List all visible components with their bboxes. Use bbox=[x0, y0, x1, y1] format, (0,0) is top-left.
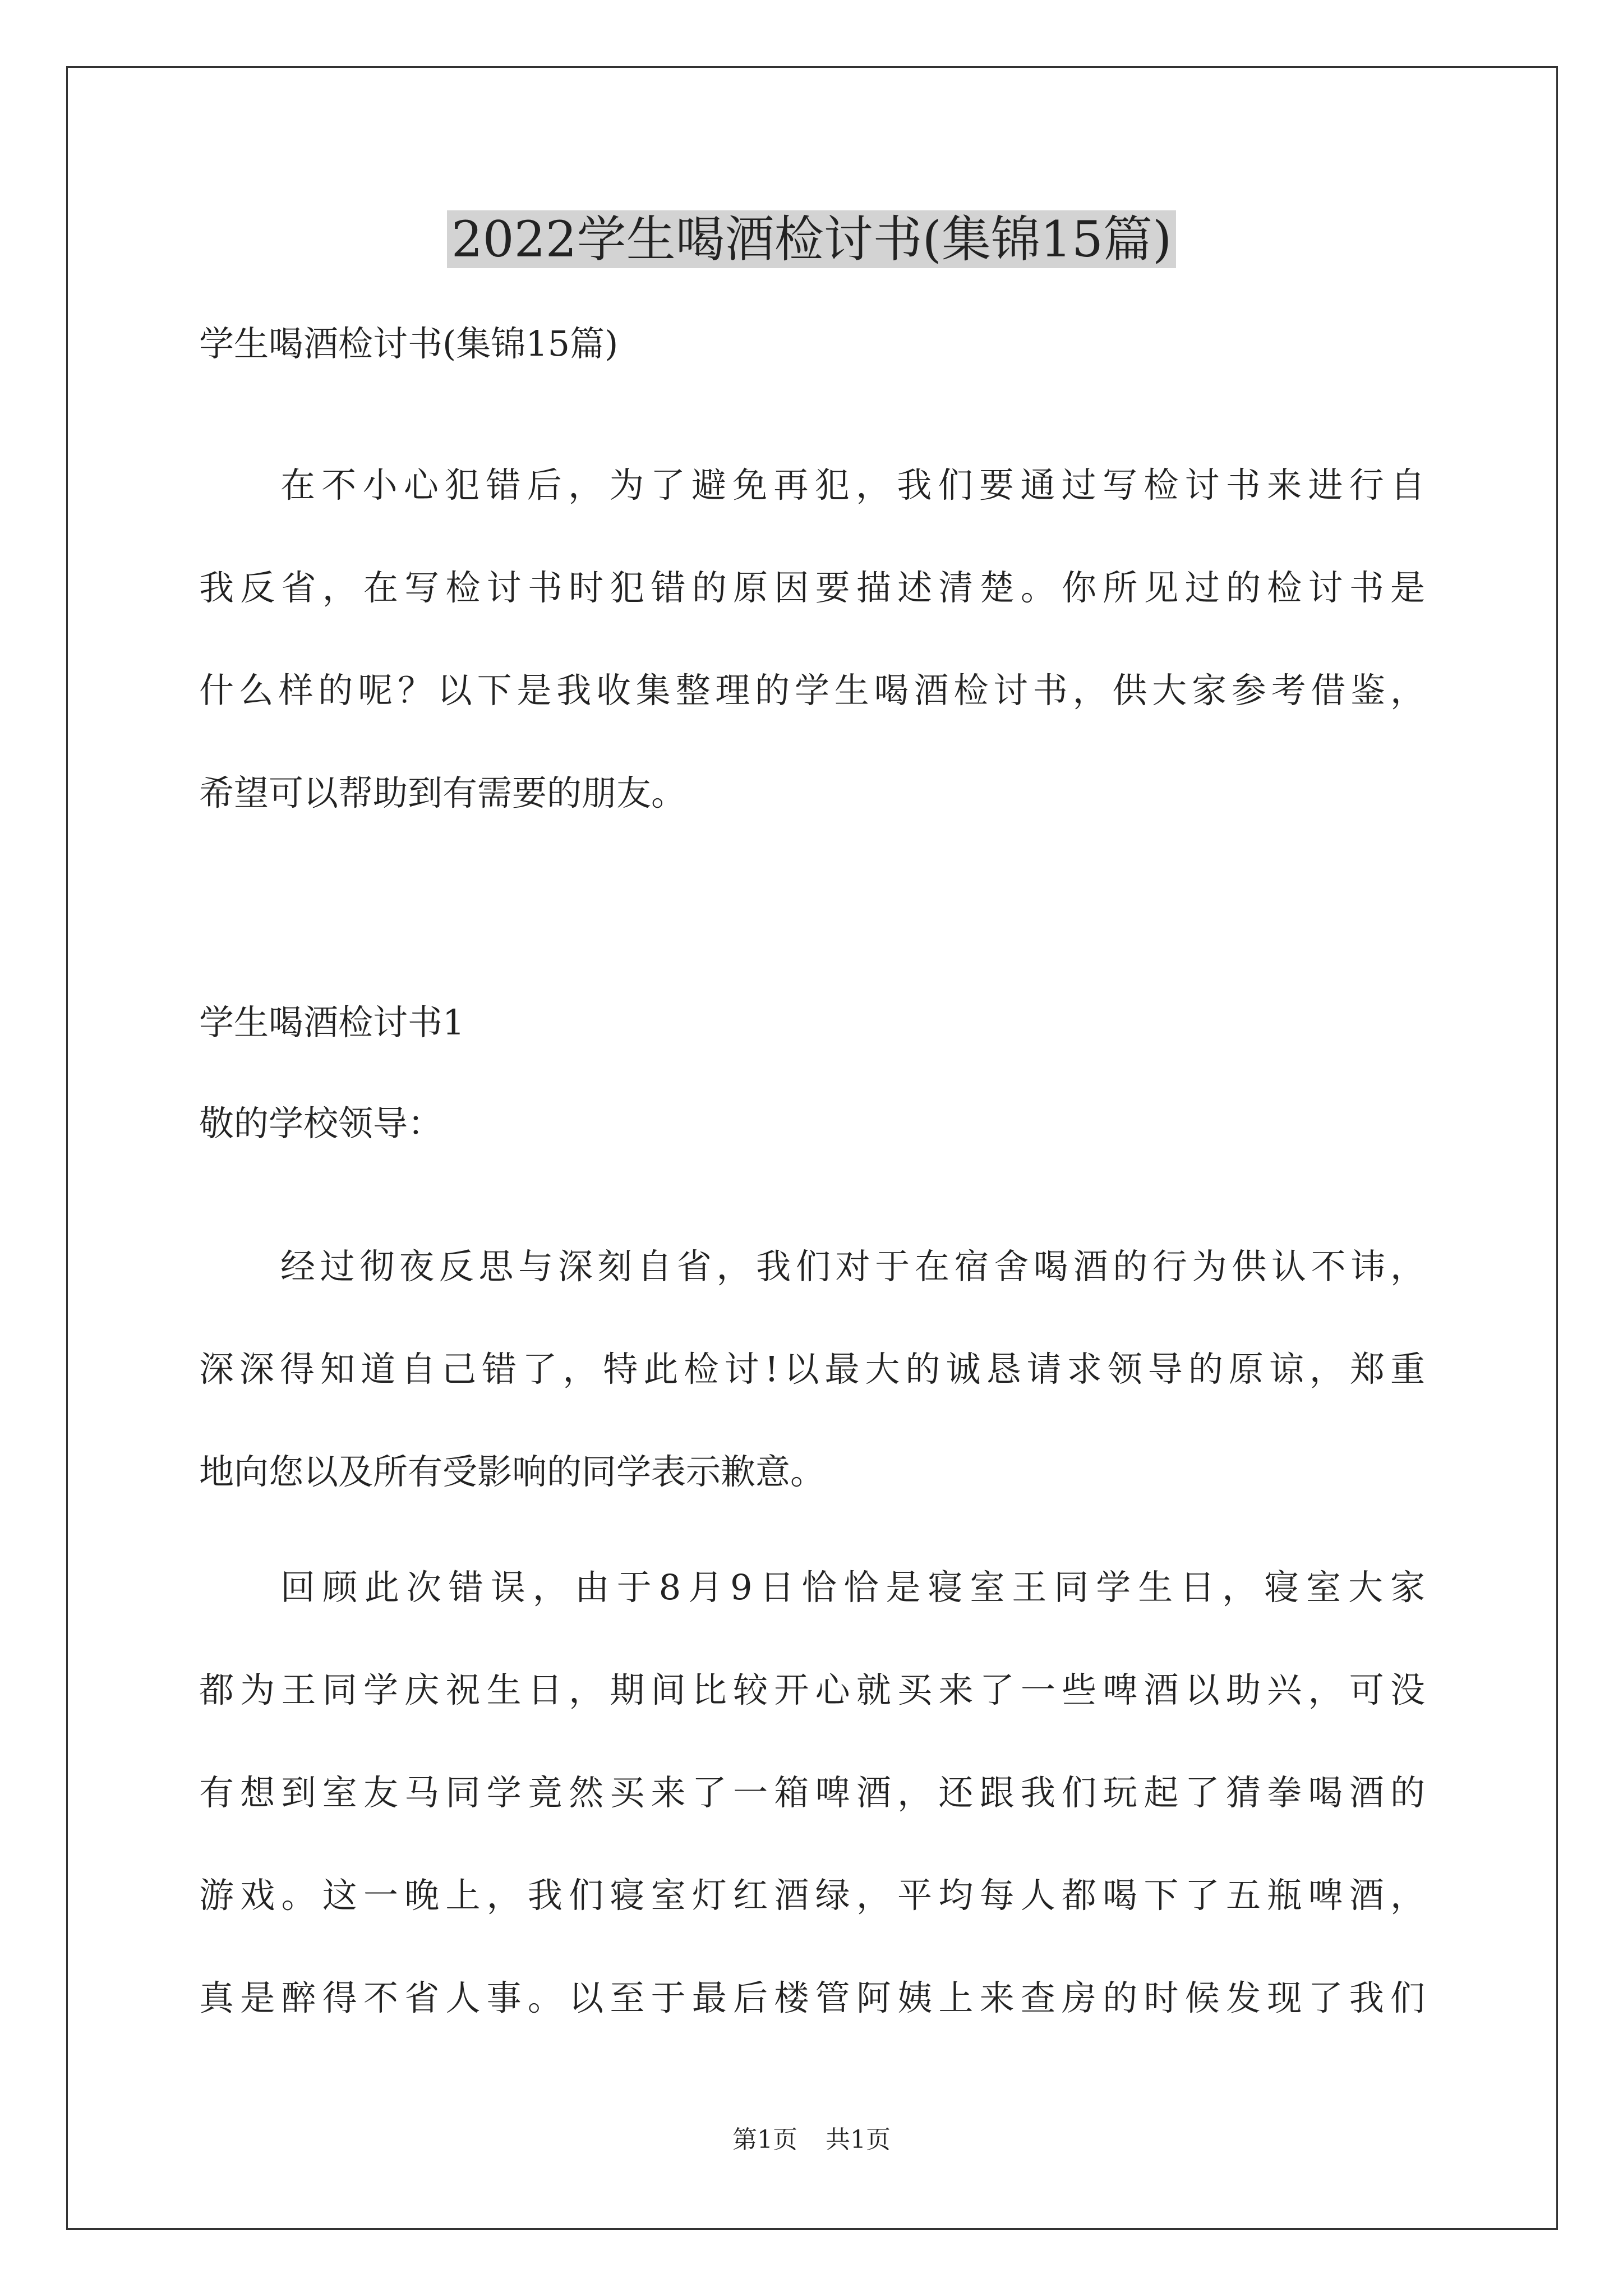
paragraph-line: 有想到室友马同学竟然买来了一箱啤酒，还跟我们玩起了猜拳喝酒的 bbox=[199, 1772, 1426, 1813]
page-total: 共1页 bbox=[826, 2125, 891, 2154]
paragraph-line: 真是醉得不省人事。以至于最后楼管阿姨上来查房的时候发现了我们 bbox=[199, 1977, 1426, 2018]
intro-line: 在不小心犯错后，为了避免再犯，我们要通过写检讨书来进行自 bbox=[280, 464, 1426, 505]
paragraph-line: 游戏。这一晚上，我们寝室灯红酒绿，平均每人都喝下了五瓶啤酒， bbox=[199, 1875, 1426, 1916]
paragraph-line: 地向您以及所有受影响的同学表示歉意。 bbox=[199, 1451, 826, 1492]
paragraph-line: 深深得知道自己错了，特此检讨!以最大的诚恳请求领导的原谅，郑重 bbox=[199, 1349, 1426, 1389]
section-heading: 学生喝酒检讨书1 bbox=[199, 1002, 465, 1043]
intro-line: 什么样的呢？以下是我收集整理的学生喝酒检讨书，供大家参考借鉴， bbox=[199, 670, 1426, 711]
page-number: 第1页 bbox=[732, 2125, 797, 2154]
subtitle: 学生喝酒检讨书(集锦15篇) bbox=[199, 323, 619, 364]
salutation: 敬的学校领导： bbox=[199, 1103, 443, 1144]
intro-line: 我反省，在写检讨书时犯错的原因要描述清楚。你所见过的检讨书是 bbox=[199, 567, 1426, 608]
page-footer bbox=[0, 2123, 1623, 2157]
document-title-text: 2022学生喝酒检讨书(集锦15篇) bbox=[447, 210, 1177, 268]
document-title bbox=[0, 203, 1623, 276]
paragraph-line: 回顾此次错误，由于8月9日恰恰是寝室王同学生日，寝室大家 bbox=[280, 1567, 1426, 1608]
paragraph-line: 经过彻夜反思与深刻自省，我们对于在宿舍喝酒的行为供认不讳， bbox=[280, 1246, 1426, 1287]
paragraph-line: 都为王同学庆祝生日，期间比较开心就买来了一些啤酒以助兴，可没 bbox=[199, 1669, 1426, 1710]
intro-line: 希望可以帮助到有需要的朋友。 bbox=[199, 772, 686, 813]
